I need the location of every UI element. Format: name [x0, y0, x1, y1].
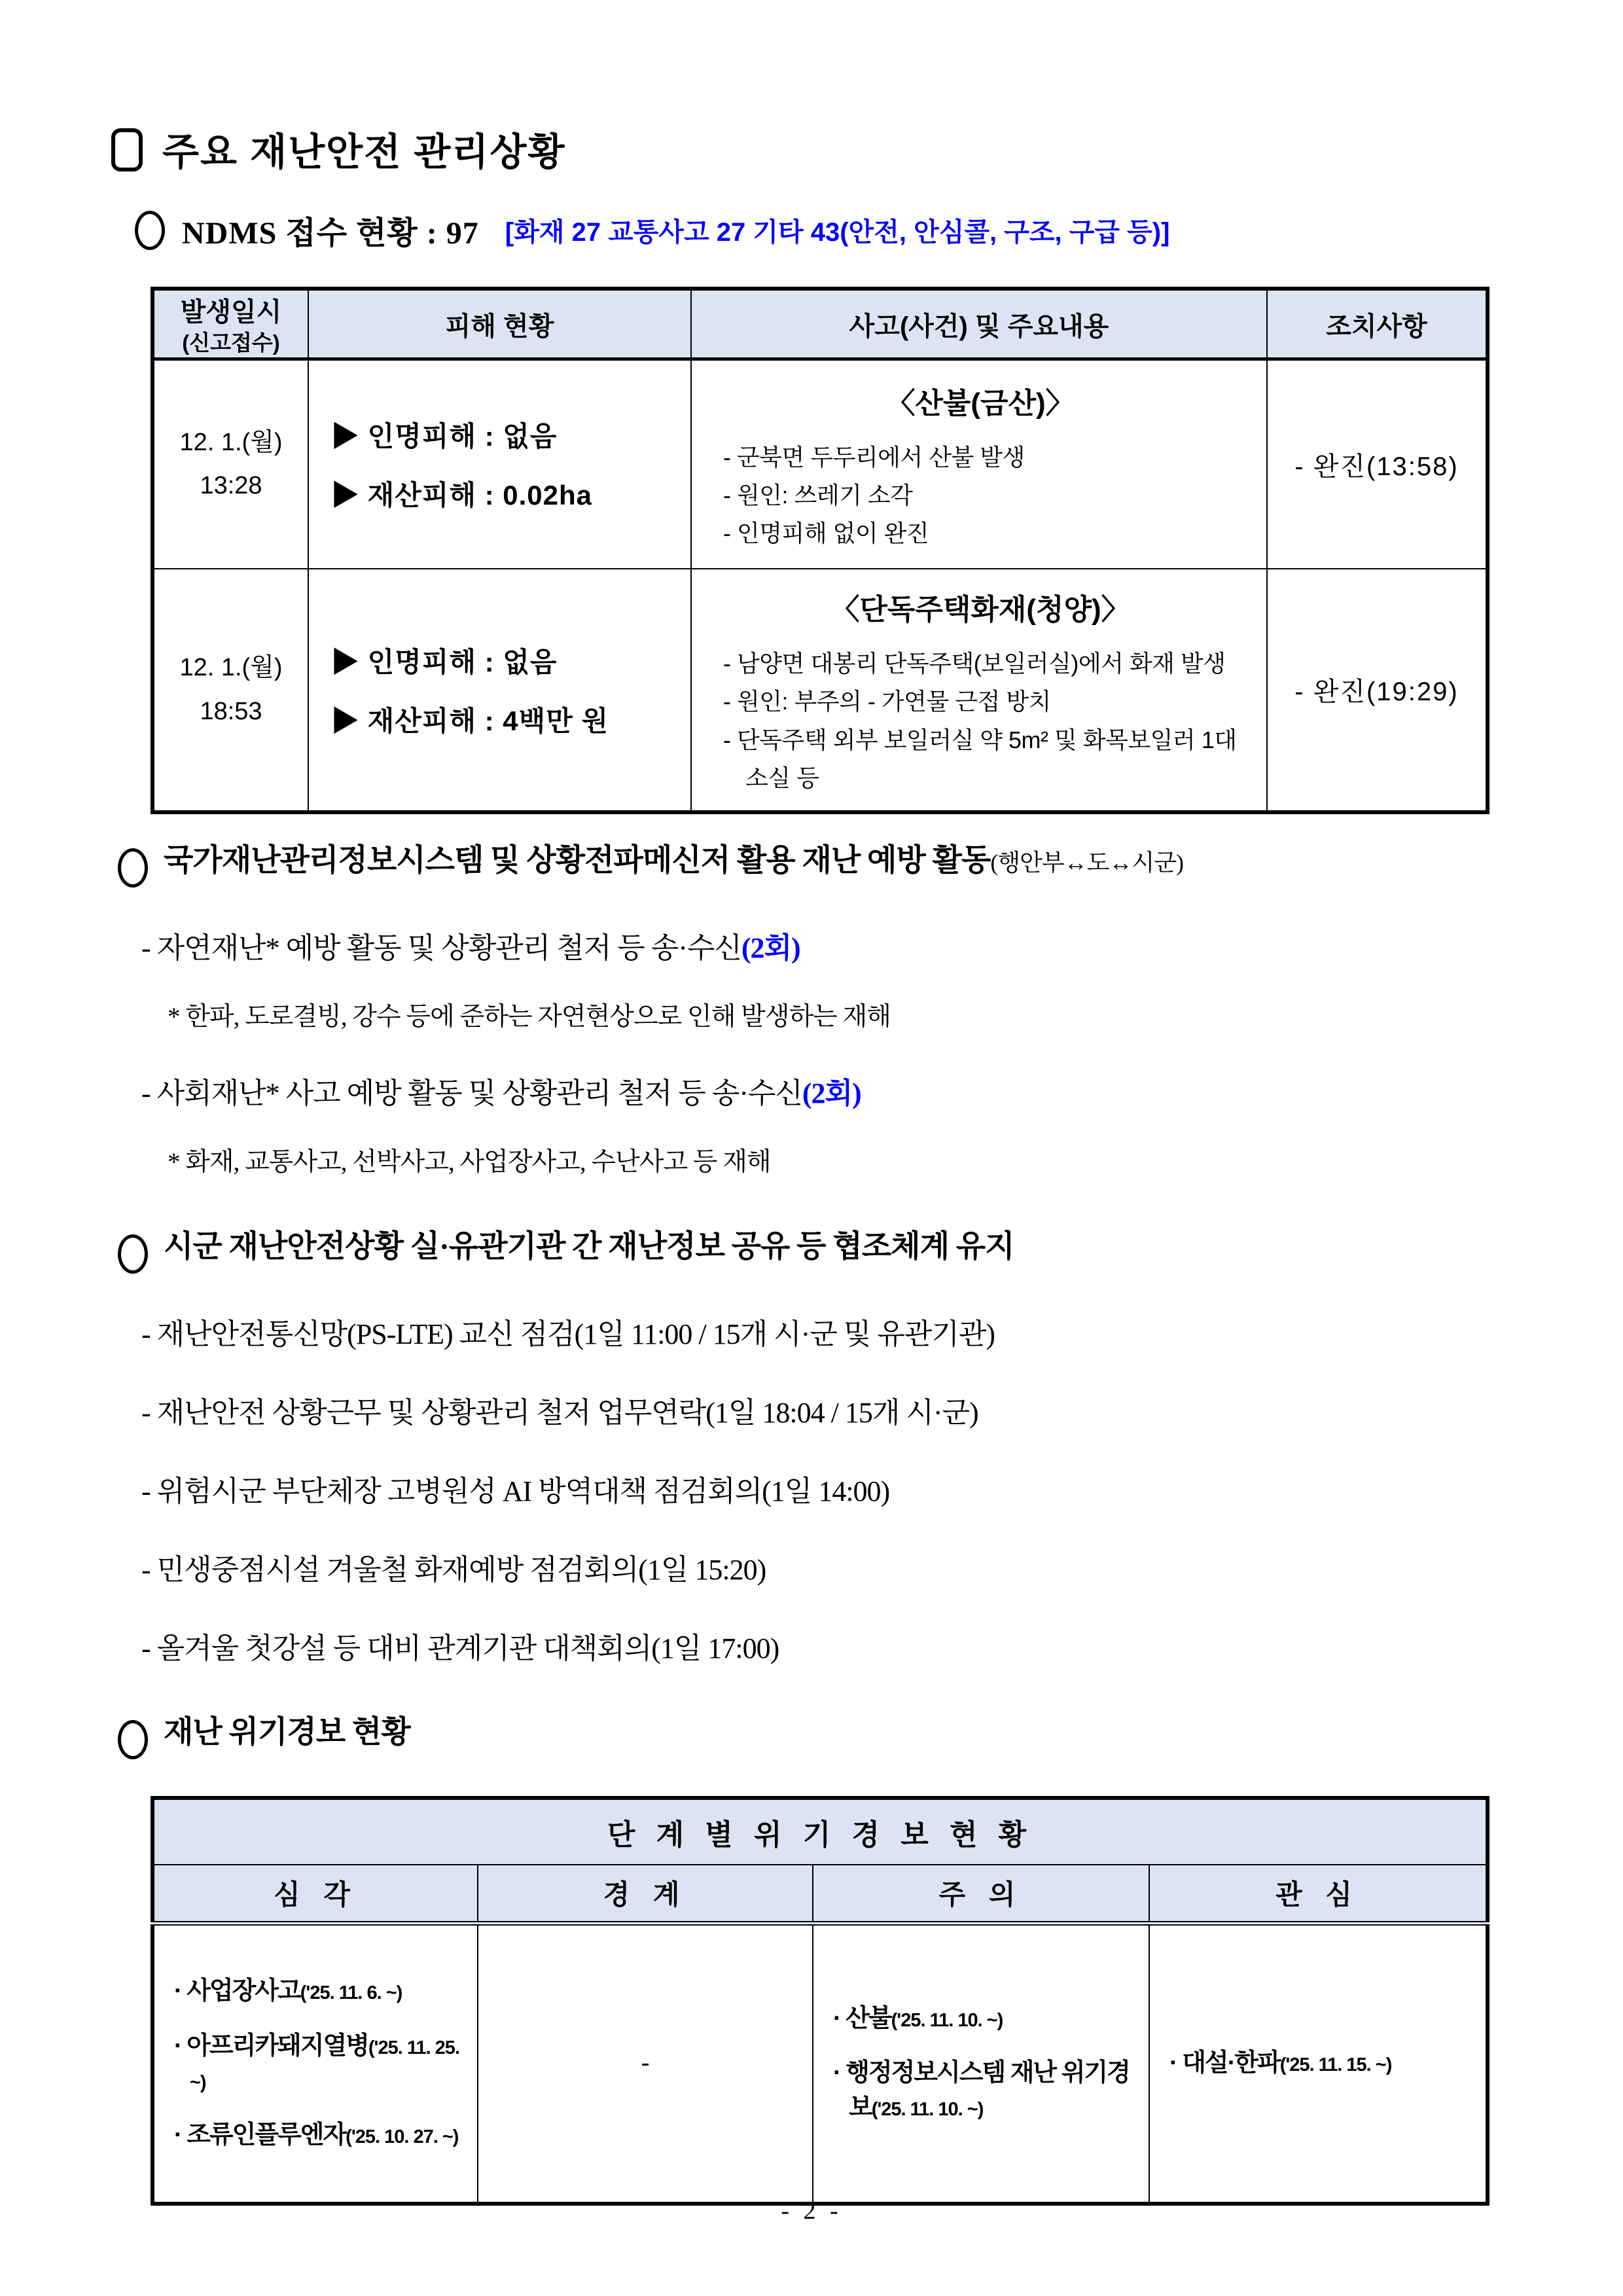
- header-action-taken: 조치사항: [1267, 289, 1488, 359]
- severe-cell: [152, 1924, 478, 2204]
- interest-cell: [1149, 1924, 1488, 2204]
- section-prevention-title-text: 국가재난관리정보시스템 및 상황전파메신저 활용 재난 예방 활동: [164, 843, 991, 878]
- alert-entry-date: ('25. 11. 6. ~): [300, 1982, 402, 2004]
- alert-level-table: [151, 1796, 1489, 2206]
- list-item: - 위험시군 부단체장 고병원성 AI 방역대책 점검회의(1일 14:00): [141, 1475, 890, 1507]
- alert-entry-date: ('25. 11. 25. ~): [190, 2037, 459, 2093]
- circle-bullet-icon: [118, 1720, 148, 1759]
- alert-entry-name: · 행정정보시스템 재난 위기경보: [833, 2059, 1130, 2122]
- ndms-detail: [화재 27 교통사고 27 기타 43(안전, 안심콜, 구조, 구급 등)]: [505, 218, 1170, 247]
- alert-entry: [833, 2056, 1139, 2125]
- footnote: * 한파, 도로결빙, 강수 등에 준하는 자연현상으로 인해 발생하는 재해: [168, 1002, 891, 1031]
- header-occurrence-line1: 발생일시: [180, 298, 282, 327]
- header-incident-summary: 사고(사건) 및 주요내용: [691, 289, 1267, 359]
- list-item: [141, 924, 1492, 966]
- section-cooperation-title: 시군 재난안전상황 실·유관기관 간 재난정보 공유 등 협조체계 유지: [164, 1229, 1014, 1264]
- incident-title: 〈산불(금산)〉: [886, 387, 1075, 420]
- incident-detail: - 단독주택 외부 보일러실 약 5m² 및 화목보일러 1대 소실 등: [723, 726, 1237, 791]
- footnote: * 화재, 교통사고, 선박사고, 사업장사고, 수난사고 등 재해: [168, 1147, 771, 1176]
- incident-table: [151, 287, 1489, 814]
- occurrence-datetime-cell: [152, 359, 308, 569]
- list-item: - 재난안전통신망(PS-LTE) 교신 점검(1일 11:00 / 15개 시·군 및 유관기관): [141, 1318, 995, 1350]
- alert-entry-date: ('25. 10. 27. ~): [346, 2126, 459, 2147]
- header-severe: 심 각: [152, 1865, 478, 1924]
- section-alert-heading-row: [118, 1713, 1492, 1759]
- page-number: - 2 -: [781, 2197, 842, 2225]
- damage-cell: [308, 359, 691, 569]
- header-interest: 관 심: [1149, 1865, 1488, 1924]
- section-alert-title: 재난 위기경보 현황: [164, 1715, 410, 1749]
- damage-line: ▶ 재산피해 : 0.02ha: [331, 480, 593, 511]
- ndms-summary-row: [135, 207, 1492, 253]
- incident-table-header-row: [152, 289, 1488, 359]
- alert-entry-name: · 사업장사고: [174, 1977, 300, 2005]
- header-occurrence-line2: (신고접수): [182, 331, 280, 355]
- warning-cell: -: [478, 1924, 813, 2204]
- action-cell: - 완진(19:29): [1267, 569, 1488, 812]
- title-row: [111, 121, 1492, 176]
- action-cell: - 완진(13:58): [1267, 359, 1488, 569]
- incident-detail: - 원인: 부주의 - 가연물 근접 방치: [723, 688, 1051, 715]
- page-title: 주요 재난안전 관리상황: [162, 131, 566, 173]
- alert-table-header-row: [152, 1865, 1488, 1924]
- alert-entry: [833, 2001, 1139, 2036]
- incident-detail: - 군북면 두두리에서 산불 발생: [723, 443, 1025, 471]
- square-bullet-icon: [111, 128, 143, 171]
- damage-cell: [308, 569, 691, 812]
- alert-entry-name: · 아프리카돼지열병: [174, 2032, 368, 2060]
- alert-entry-name: · 대설·한파: [1169, 2049, 1280, 2077]
- header-warning: 경 계: [478, 1865, 813, 1924]
- list-item: - 민생중점시설 겨울철 화재예방 점검회의(1일 15:20): [141, 1553, 766, 1586]
- alert-entry: [1169, 2046, 1476, 2081]
- alert-entry: [174, 2029, 468, 2098]
- list-item: [141, 1069, 1492, 1111]
- incident-detail: - 남양면 대봉리 단독주택(보일러실)에서 화재 발생: [723, 649, 1226, 677]
- incident-title: 〈단독주택화재(청양)〉: [830, 593, 1130, 626]
- occurrence-date: 12. 1.(월): [179, 428, 283, 456]
- section-prevention-heading-row: [118, 842, 1492, 888]
- incident-detail: - 인명피해 없이 완진: [723, 520, 929, 547]
- occurrence-time: 13:28: [200, 472, 262, 500]
- occurrence-time: 18:53: [200, 697, 262, 725]
- damage-line: ▶ 인명피해 : 없음: [331, 421, 558, 452]
- section-cooperation-heading-row: [118, 1228, 1492, 1274]
- incident-summary-cell: [691, 569, 1267, 812]
- list-item: - 재난안전 상황근무 및 상황관리 철저 업무연락(1일 18:04 / 15개 시·군): [141, 1396, 978, 1429]
- header-occurrence-datetime: [152, 289, 308, 359]
- alert-table-data-row: [152, 1924, 1488, 2204]
- occurrence-datetime-cell: [152, 569, 308, 812]
- alert-table-title-row: [152, 1798, 1488, 1865]
- alert-entry-date: ('25. 11. 15. ~): [1279, 2054, 1392, 2076]
- ndms-label: NDMS 접수 현황 : 97: [182, 216, 479, 251]
- alert-entry-date: ('25. 11. 10. ~): [891, 2009, 1003, 2031]
- list-item-count: (2회): [741, 931, 800, 964]
- list-item: - 올겨울 첫강설 등 대비 관계기관 대책회의(1일 17:00): [141, 1632, 779, 1664]
- caution-cell: [813, 1924, 1149, 2204]
- damage-line: ▶ 인명피해 : 없음: [331, 646, 558, 677]
- section-prevention-title: [164, 842, 1183, 880]
- alert-entry: [174, 1974, 468, 2009]
- alert-entry-date: ('25. 11. 10. ~): [871, 2099, 984, 2121]
- circle-bullet-icon: [118, 1234, 148, 1274]
- list-item-count: (2회): [802, 1077, 861, 1109]
- alert-entry: [174, 2118, 468, 2153]
- incident-detail: - 원인: 쓰레기 소각: [723, 482, 913, 509]
- list-item-text: - 사회재난* 사고 예방 활동 및 상황관리 철저 등 송·수신: [141, 1077, 802, 1109]
- occurrence-date: 12. 1.(월): [179, 654, 283, 681]
- circle-bullet-icon: [118, 848, 148, 888]
- section-prevention-title-suffix: (행안부↔도↔시군): [990, 849, 1183, 876]
- circle-bullet-icon: [135, 211, 165, 250]
- alert-table-title: 단 계 별 위 기 경 보 현 황: [152, 1798, 1488, 1865]
- damage-line: ▶ 재산피해 : 4백만 원: [331, 705, 609, 736]
- alert-entry-name: · 조류인플루엔자: [174, 2121, 346, 2149]
- alert-entry-name: · 산불: [833, 2004, 891, 2032]
- header-damage-status: 피해 현황: [308, 289, 691, 359]
- list-item-text: - 자연재난* 예방 활동 및 상황관리 철저 등 송·수신: [141, 931, 741, 964]
- incident-summary-cell: [691, 359, 1267, 569]
- header-caution: 주 의: [813, 1865, 1149, 1924]
- table-row: [152, 359, 1488, 569]
- table-row: [152, 569, 1488, 812]
